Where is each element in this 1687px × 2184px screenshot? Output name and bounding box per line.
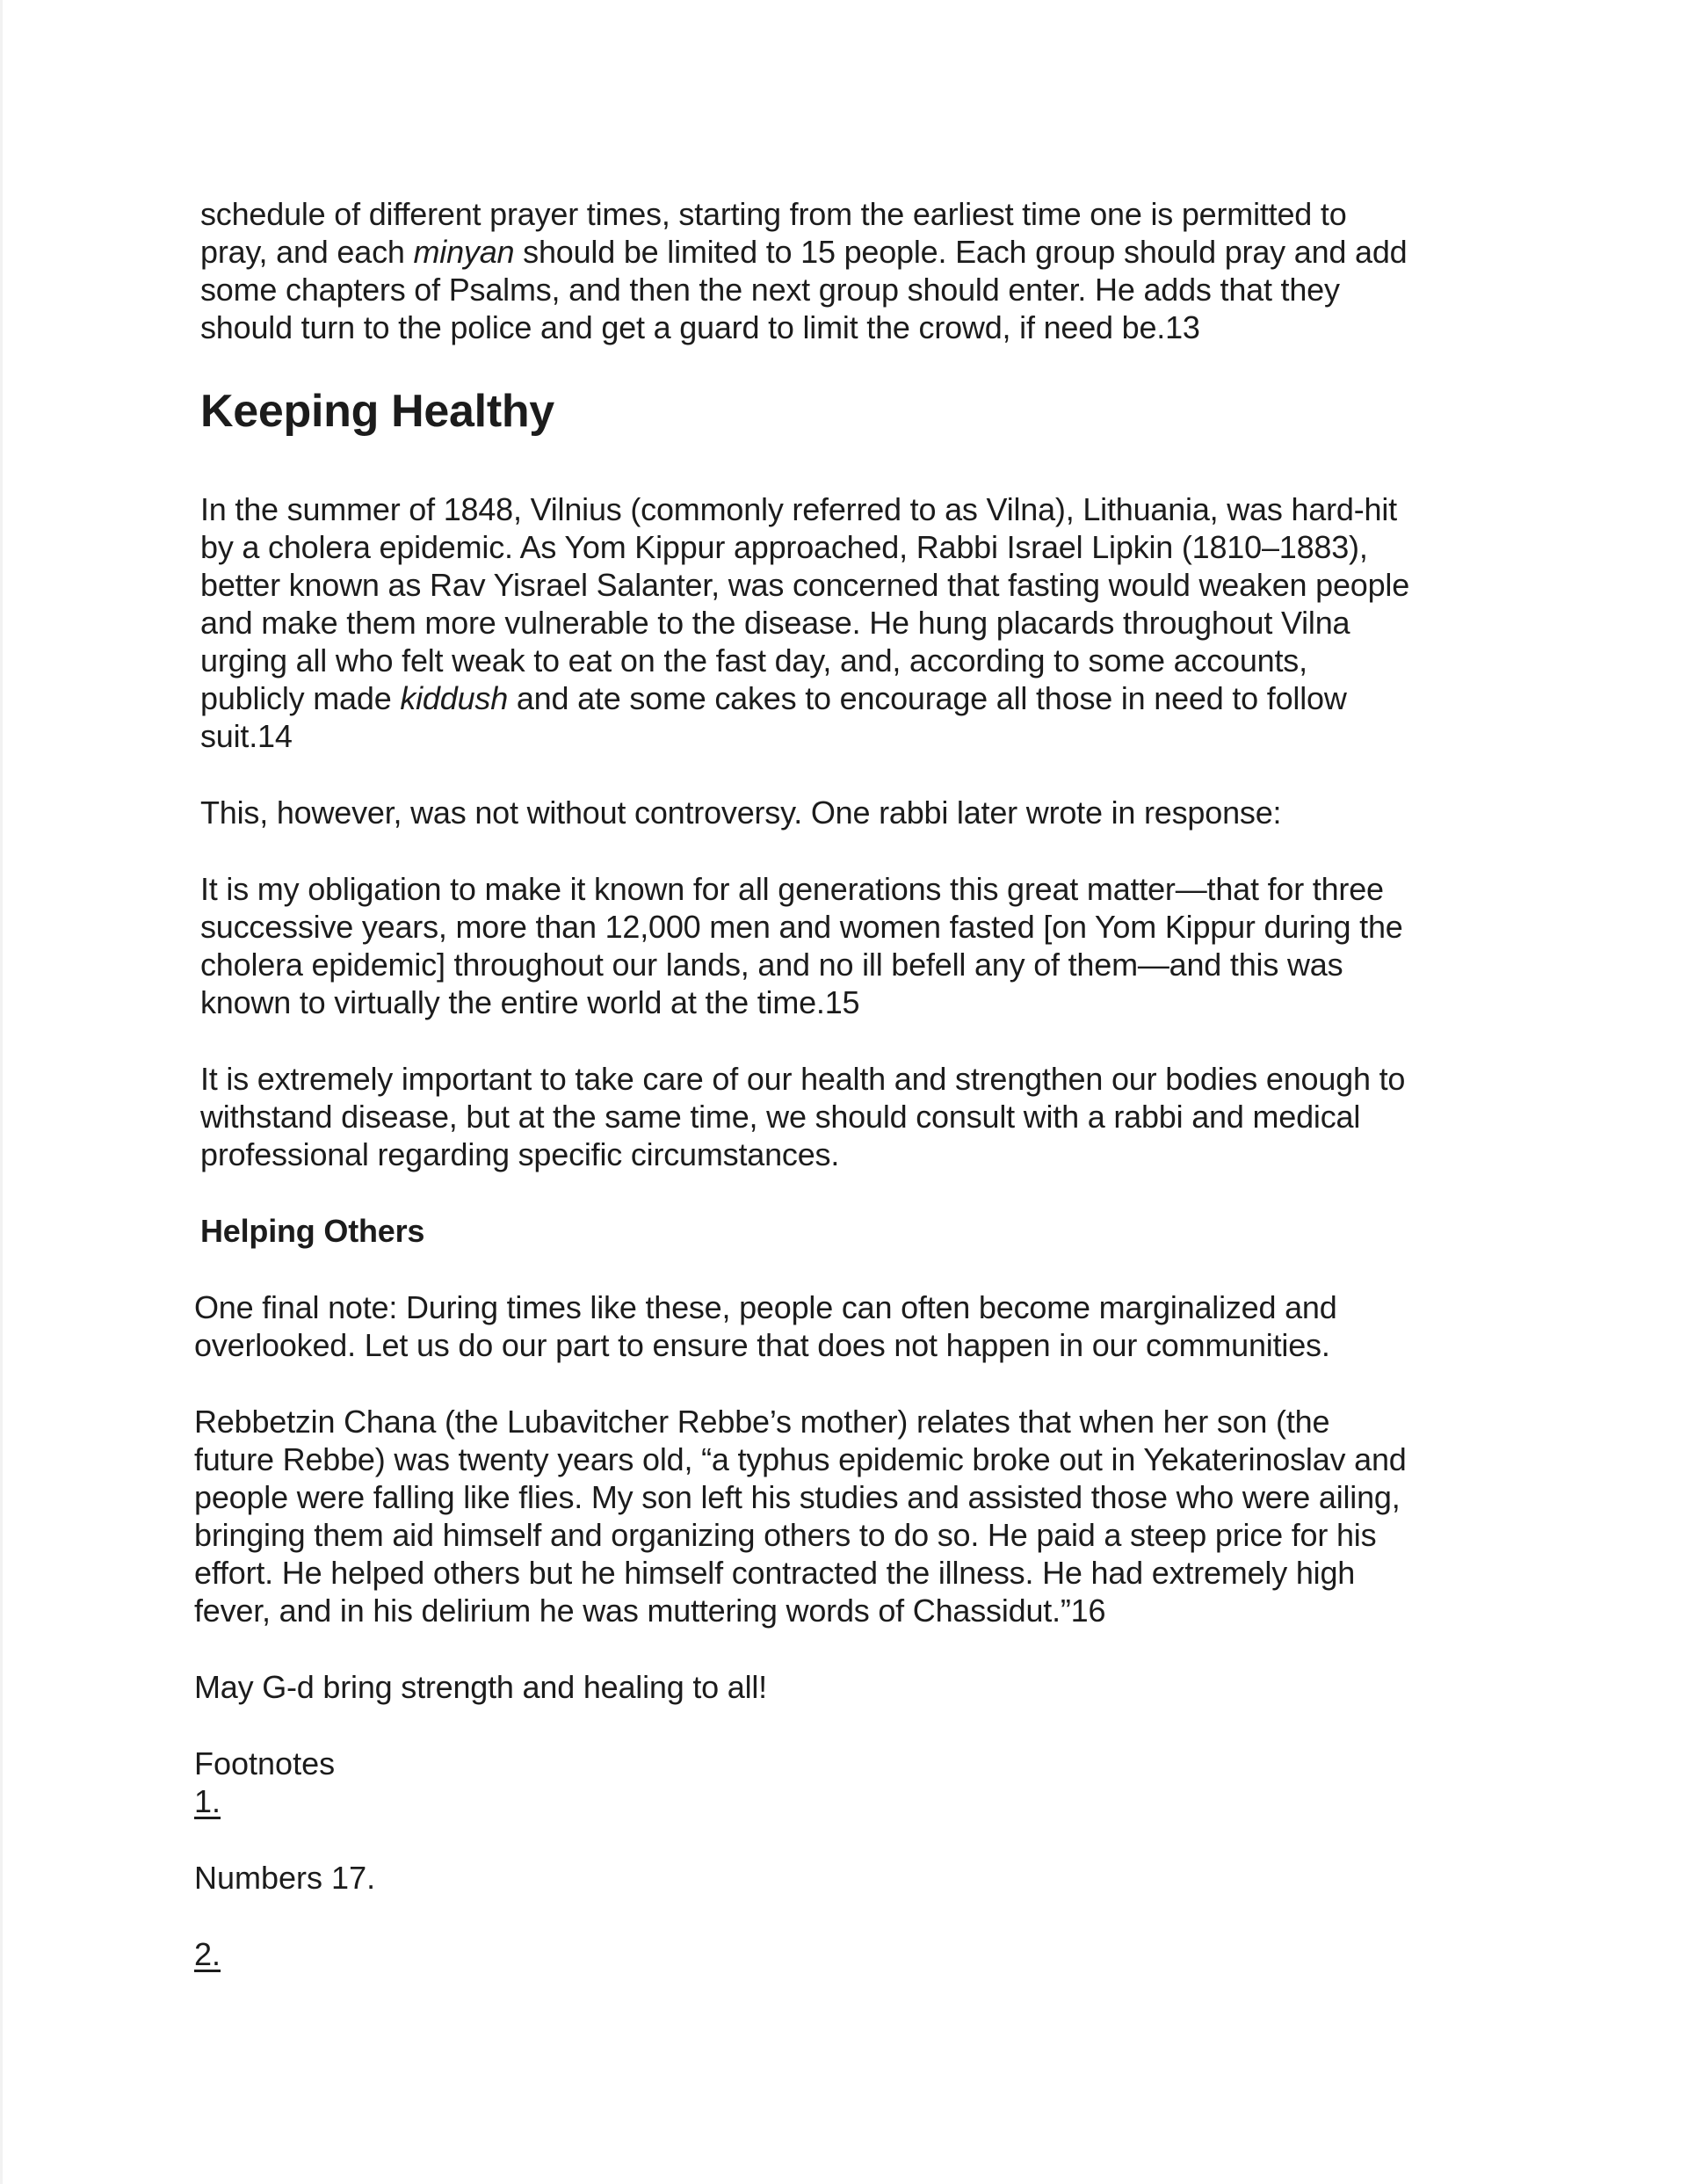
text-line: fever, and in his delirium he was muttering words of Chassidut.”16: [194, 1593, 1106, 1629]
text-line: future Rebbe) was twenty years old, “a typhus epidemic broke out in Yekaterinoslav and: [194, 1441, 1407, 1477]
text-line: In the summer of 1848, Vilnius (commonly referred to as Vilna), Lithuania, was hard-hit: [200, 491, 1397, 527]
footnote-text-1: Numbers 17.: [194, 1860, 376, 1896]
heading-keeping-healthy: Keeping Healthy: [200, 386, 554, 437]
italic-term: minyan: [413, 234, 515, 270]
text-line: by a cholera epidemic. As Yom Kippur approached, Rabbi Israel Lipkin (1810–1883),: [200, 529, 1368, 565]
text-line: should turn to the police and get a guard to limit the crowd, if need be.13: [200, 309, 1200, 345]
text-line: effort. He helped others but he himself contracted the illness. He had extremely high: [194, 1555, 1356, 1591]
text-line: successive years, more than 12,000 men and women fasted [on Yom Kippur during the: [200, 909, 1403, 945]
text-line: publicly made kiddush and ate some cakes to encourage all those in need to follow: [200, 680, 1347, 716]
footnote-link-1[interactable]: 1.: [194, 1783, 221, 1819]
text-line: better known as Rav Yisrael Salanter, was concerned that fasting would weaken people: [200, 567, 1410, 603]
paragraph-health-advice: [200, 1060, 1501, 1173]
italic-term: kiddush: [400, 680, 509, 716]
heading-helping-others: Helping Others: [200, 1213, 425, 1249]
scan-edge: [0, 0, 3, 2184]
text-line: This, however, was not without controversy. One rabbi later wrote in response:: [200, 795, 1282, 831]
paragraph-rebbetzin-chana: [194, 1403, 1501, 1629]
text-line: It is my obligation to make it known for all generations this great matter—that for three: [200, 871, 1384, 907]
text-line: known to virtually the entire world at the time.15: [200, 984, 860, 1020]
paragraph-cholera-vilna: [200, 490, 1501, 755]
text-line: people were falling like flies. My son left his studies and assisted those who were ailing,: [194, 1479, 1401, 1515]
text-line: withstand disease, but at the same time, we should consult with a rabbi and medical: [200, 1099, 1361, 1135]
text-line: pray, and each minyan should be limited to 15 people. Each group should pray and add: [200, 234, 1408, 270]
intro-paragraph: [200, 195, 1501, 346]
text-line: and make them more vulnerable to the disease. He hung placards throughout Vilna: [200, 605, 1350, 641]
text-line: bringing them aid himself and organizing others to do so. He paid a steep price for his: [194, 1517, 1377, 1553]
text-line: some chapters of Psalms, and then the next group should enter. He adds that they: [200, 272, 1340, 308]
text-line: Rebbetzin Chana (the Lubavitcher Rebbe’s mother) relates that when her son (the: [194, 1404, 1330, 1440]
text-line: It is extremely important to take care of our health and strengthen our bodies enough to: [200, 1061, 1406, 1097]
paragraph-final-note: [194, 1288, 1501, 1364]
document-page: [194, 195, 1501, 2012]
text-line: May G-d bring strength and healing to all!: [194, 1669, 767, 1705]
footnotes-title: Footnotes: [194, 1745, 336, 1781]
footnotes-section: [194, 1745, 1501, 2012]
paragraph-blessing: [194, 1668, 1501, 1706]
text-line: suit.14: [200, 718, 293, 754]
paragraph-controversy: [200, 794, 1501, 831]
text-line: schedule of different prayer times, starting from the earliest time one is permitted to: [200, 196, 1347, 232]
footnote-link-2[interactable]: 2.: [194, 1936, 221, 1972]
text-line: One final note: During times like these, people can often become marginalized and: [194, 1289, 1337, 1325]
quote-rabbi-response: [200, 870, 1501, 1021]
text-line: professional regarding specific circumstances.: [200, 1136, 840, 1172]
text-line: cholera epidemic] throughout our lands, and no ill befell any of them—and this was: [200, 947, 1343, 983]
text-line: overlooked. Let us do our part to ensure that does not happen in our communities.: [194, 1327, 1330, 1363]
text-line: urging all who felt weak to eat on the fast day, and, according to some accounts,: [200, 642, 1307, 678]
